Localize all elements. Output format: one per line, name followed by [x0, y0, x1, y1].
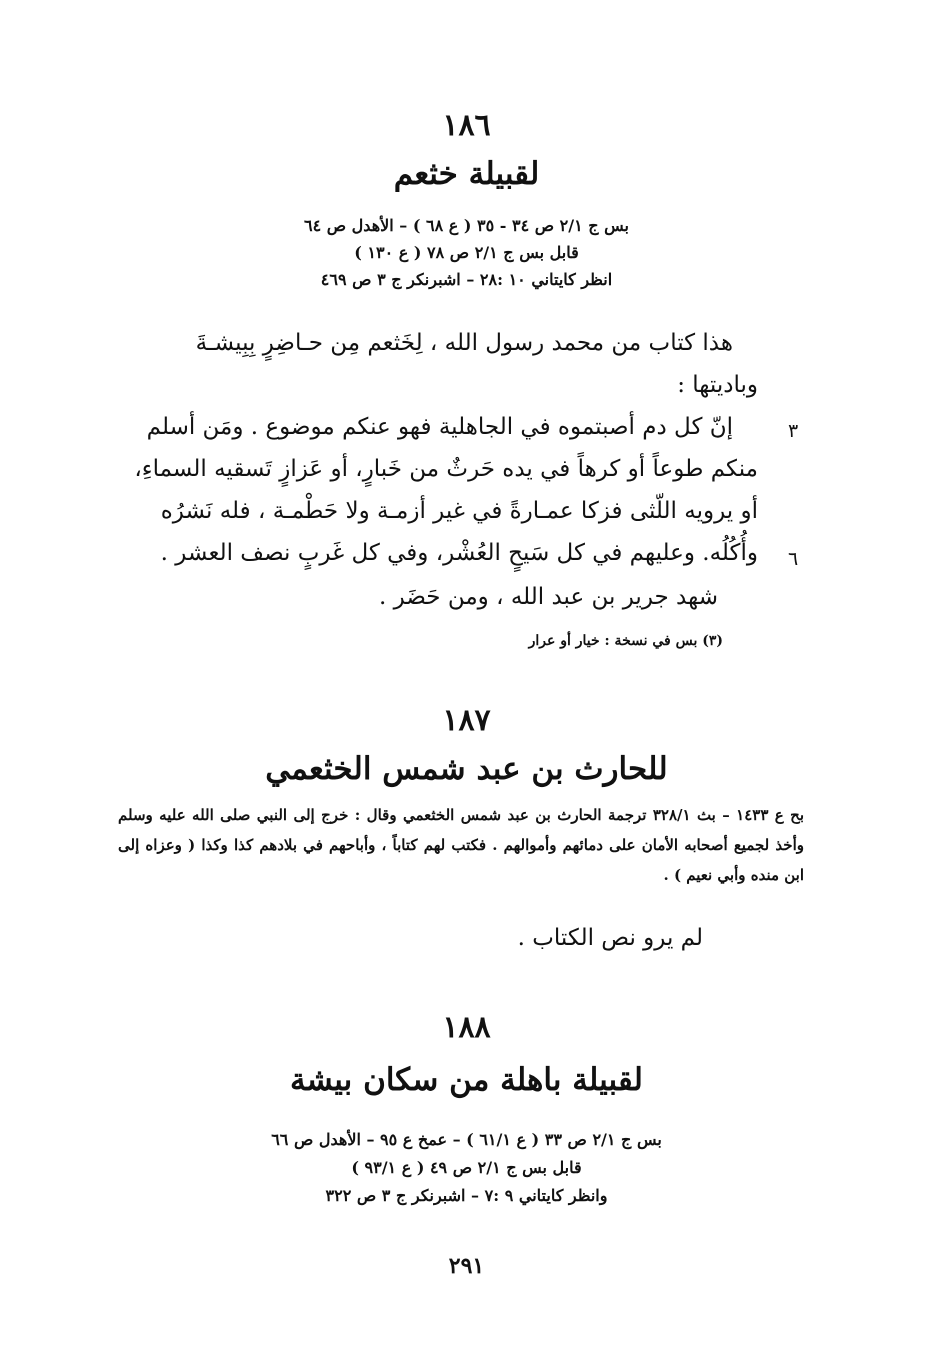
reference-line: بس ج ٢/١ ص ٣٤ - ٣٥ ( ع ٦٨ ) – الأهدل ص ٦٤ — [304, 216, 629, 235]
reference-line: وانظر كايتاني ٩ :٧ – اشبرنكر ج ٣ ص ٣٢٢ — [325, 1186, 608, 1205]
document-title-187: للحارث بن عبد شمس الخثعمي — [265, 751, 668, 787]
document-title-188: لقبيلة باهلة من سكان بيشة — [290, 1062, 643, 1098]
document-title-186: لقبيلة خثعم — [393, 156, 540, 192]
text-line: وباديتها : — [677, 372, 758, 398]
reference-line: بس ج ٢/١ ص ٣٣ ( ع ٦١/١ ) – عمخ ع ٩٥ – الأهدل ص ٦٦ — [271, 1130, 662, 1149]
document-number-187: ١٨٧ — [442, 703, 491, 738]
page-number: ٢٩١ — [448, 1253, 485, 1279]
source-paragraph: بح ع ١٤٣٣ – بث ٣٢٨/١ ترجمة الحارث بن عبد شمس الخثعمي وقال : خرج إلى النبي صلى الله عليه وسلم وأخذ لجميع أصحابه الأمان على دمائهم وأموالهم . فكتب لهم كتاباً ، وأباحهم في بلادهم كذا وكذا ( وعزاه إلى ابن منده وأبي نعيم ) . — [118, 806, 804, 884]
line-number-marker: ٣ — [788, 420, 799, 442]
text-line: شهد جرير بن عبد الله ، ومن حَضَر . — [379, 584, 718, 610]
text-line: منكم طوعاً أو كرهاً في يده حَرثٌ من خَبارٍ، أو عَزازٍ تَسقيه السماءِ، — [134, 456, 758, 482]
text-line: هذا كتاب من محمد رسول الله ، لِخَثعم مِن حـاضِرٍ بِبِيشـةَ — [195, 330, 733, 356]
document-number-186: ١٨٦ — [442, 108, 491, 143]
text-line: إنّ كل دم أصبتموه في الجاهلية فهو عنكم موضوع . ومَن أسلم — [146, 414, 733, 440]
reference-line: قابل بس ج ٢/١ ص ٧٨ ( ع ١٣٠ ) — [354, 243, 579, 262]
line-number-marker: ٦ — [788, 548, 799, 570]
document-number-188: ١٨٨ — [442, 1010, 491, 1045]
footnote: (٣) بس في نسخة : خيار أو عرار — [528, 633, 723, 649]
reference-line: انظر كايتاني ١٠ :٢٨ – اشبرنكر ج ٣ ص ٤٦٩ — [320, 270, 613, 289]
reference-line: قابل بس ج ٢/١ ص ٤٩ ( ع ٩٣/١ ) — [351, 1158, 582, 1177]
editor-note: لم يرو نص الكتاب . — [517, 925, 703, 951]
text-line: وأُكُلُه. وعليهم في كل سَيحٍ العُشْر، وفي كل غَربٍ نصف العشر . — [160, 540, 758, 566]
text-line: أو يرويه اللّثى فزكا عمـارةً في غير أزمـة ولا حَطْمـة ، فله نَشرُه — [160, 498, 758, 524]
